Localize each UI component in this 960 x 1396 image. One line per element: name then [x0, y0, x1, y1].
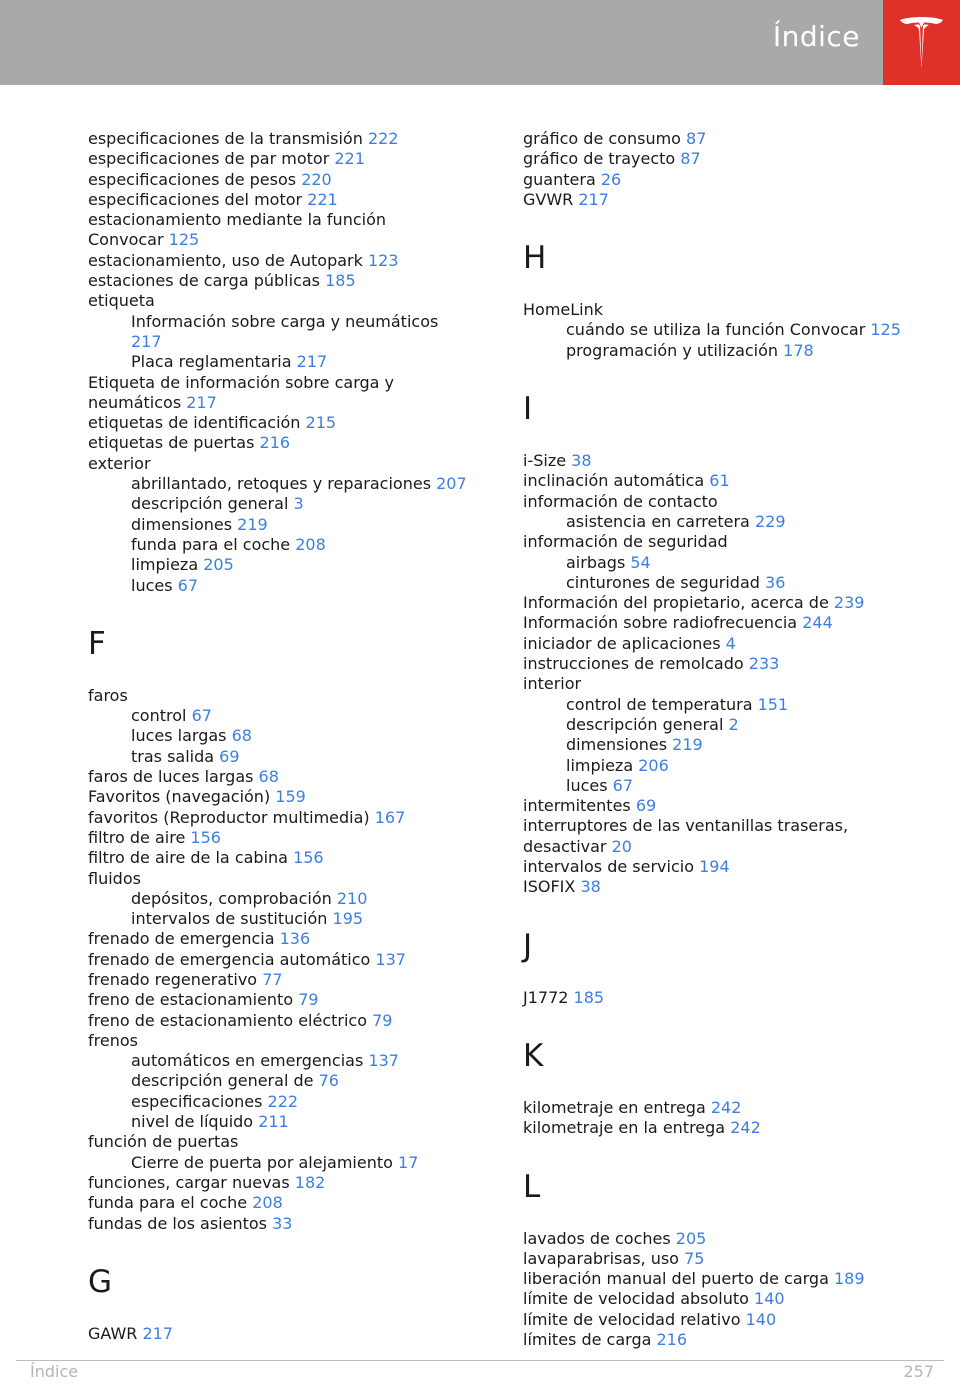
entry-term: inclinación automática [523, 471, 705, 491]
entry-term: neumáticos [88, 392, 182, 412]
index-entry [88, 454, 488, 474]
page-reference-link[interactable]: 216 [656, 1329, 688, 1349]
entry-term: Información sobre radiofrecuencia [523, 613, 798, 633]
page-header [0, 0, 960, 85]
entry-term: exterior [88, 453, 151, 473]
entry-term: fluidos [88, 868, 141, 888]
index-entry [88, 869, 488, 889]
page-reference-link[interactable]: 211 [258, 1112, 289, 1132]
index-subentry [88, 474, 488, 494]
entry-term: funda para el coche [88, 1193, 248, 1213]
entry-term: depósitos, comprobación [131, 888, 332, 908]
entry-term: faros [88, 685, 128, 705]
tesla-logo-icon [898, 16, 945, 68]
entry-term: especificaciones de par motor [88, 149, 330, 169]
page-reference-link[interactable]: 67 [612, 775, 634, 795]
index-subentry [88, 576, 488, 596]
index-entry [88, 970, 488, 990]
page-reference-link[interactable]: 219 [672, 735, 703, 755]
index-entry [88, 190, 488, 210]
index-entry [523, 1098, 923, 1118]
page-reference-link[interactable]: 140 [745, 1309, 777, 1329]
index-entry [523, 1289, 923, 1309]
page-reference-link[interactable]: 239 [833, 593, 865, 613]
index-subentry [523, 735, 923, 755]
page-reference-link[interactable]: 156 [190, 827, 221, 847]
entry-term: función de puertas [88, 1132, 239, 1152]
index-entry [523, 149, 923, 169]
index-entry [523, 170, 923, 190]
index-entry [88, 129, 488, 149]
entry-term: luces largas [131, 726, 227, 746]
entry-term: i-Size [523, 451, 567, 471]
page-reference-link[interactable]: 167 [374, 807, 406, 827]
index-entry [88, 808, 488, 828]
index-entry [88, 1214, 488, 1234]
page-reference-link[interactable]: 68 [258, 767, 279, 787]
index-entry [88, 1011, 488, 1031]
page-reference-link[interactable]: 244 [802, 613, 833, 633]
entry-term: J1772 [523, 987, 569, 1007]
entry-term: iniciador de aplicaciones [523, 633, 721, 653]
index-entry [523, 471, 923, 491]
page-reference-link[interactable]: 68 [231, 726, 252, 746]
entry-term: Cierre de puerta por alejamiento [131, 1152, 393, 1172]
page-reference-link[interactable]: 151 [757, 694, 789, 714]
entry-term: lavados de coches [523, 1228, 671, 1248]
entry-term: tras salida [131, 746, 215, 766]
entry-term: control de temperatura [566, 694, 753, 714]
entry-term: cuándo se utiliza la función Convocar [566, 320, 866, 340]
index-entry [88, 373, 488, 393]
index-subentry [88, 494, 488, 514]
index-entry [523, 796, 923, 816]
index-subentry [523, 776, 923, 796]
entry-term: control [131, 706, 187, 726]
entry-term: faros de luces largas [88, 767, 254, 787]
index-entry [88, 828, 488, 848]
entry-term: especificaciones [131, 1091, 263, 1111]
index-entry [523, 1269, 923, 1289]
entry-term: estacionamiento mediante la función [88, 210, 386, 230]
entry-term: descripción general [566, 714, 724, 734]
entry-term: cinturones de seguridad [566, 572, 760, 592]
index-letter-heading: F [88, 625, 106, 662]
index-subentry [88, 706, 488, 726]
index-subentry [523, 573, 923, 593]
page-reference-link[interactable]: 2 [728, 714, 739, 734]
entry-term: frenado regenerativo [88, 969, 258, 989]
entry-term: frenado de emergencia automático [88, 949, 371, 969]
entry-term: Etiqueta de información sobre carga y [88, 372, 395, 392]
page-reference-link[interactable]: 217 [186, 392, 217, 412]
entry-term: funda para el coche [131, 534, 291, 554]
entry-term: luces [566, 775, 608, 795]
page-reference-link[interactable]: 206 [638, 755, 669, 775]
page-reference-link[interactable]: 220 [301, 169, 332, 189]
footer-page-number: 257 [903, 1362, 934, 1381]
entry-term: interior [523, 674, 582, 694]
page-reference-link[interactable]: 222 [367, 129, 399, 148]
index-entry [523, 1229, 923, 1249]
index-subentry [523, 512, 923, 532]
index-entry [523, 190, 923, 210]
page-reference-link[interactable]: 210 [336, 888, 368, 908]
index-subentry [88, 515, 488, 535]
page-reference-link[interactable]: 136 [279, 929, 311, 949]
index-entry [88, 767, 488, 787]
index-subentry [88, 889, 488, 909]
entry-term: limpieza [131, 555, 199, 575]
index-entry [523, 1249, 923, 1269]
page-reference-link[interactable]: 185 [573, 987, 605, 1007]
page-reference-link[interactable]: 242 [730, 1118, 761, 1138]
entry-term: información de seguridad [523, 532, 728, 552]
index-entry [523, 300, 923, 320]
index-subentry [88, 352, 488, 372]
page-reference-link[interactable]: 67 [191, 706, 212, 726]
index-entry [88, 149, 488, 169]
index-entry [88, 210, 488, 230]
entry-term: limpieza [566, 755, 634, 775]
index-entry [88, 787, 488, 807]
index-entry [523, 988, 923, 1008]
page-reference-link[interactable]: 195 [332, 909, 364, 929]
page-reference-link[interactable]: 125 [168, 230, 200, 250]
index-subentry [88, 1112, 488, 1132]
entry-term: intervalos de servicio [523, 857, 694, 877]
brand-logo [883, 0, 960, 85]
page-reference-link[interactable]: 26 [600, 169, 622, 189]
page-reference-link[interactable]: 33 [272, 1213, 293, 1233]
index-entry [88, 251, 488, 271]
page-reference-link[interactable]: 207 [436, 474, 467, 494]
page-reference-link[interactable]: 219 [237, 514, 268, 534]
page-reference-link[interactable]: 182 [294, 1172, 326, 1192]
page-reference-link[interactable]: 137 [375, 949, 406, 969]
entry-term: abrillantado, retoques y reparaciones [131, 474, 432, 494]
index-entry [88, 413, 488, 433]
index-subentry [88, 555, 488, 575]
entry-term: freno de estacionamiento eléctrico [88, 1010, 368, 1030]
page-reference-link[interactable]: 79 [372, 1010, 393, 1030]
entry-term: desactivar [523, 836, 607, 856]
page-reference-link[interactable]: 38 [580, 877, 601, 897]
entry-term: filtro de aire [88, 827, 186, 847]
entry-term: Información del propietario, acerca de [523, 593, 829, 613]
entry-term: límite de velocidad relativo [523, 1309, 741, 1329]
page-reference-link[interactable]: 215 [305, 413, 337, 433]
entry-term: especificaciones de pesos [88, 169, 297, 189]
entry-term: instrucciones de remolcado [523, 654, 744, 674]
index-subentry [88, 535, 488, 555]
index-entry [88, 848, 488, 868]
entry-term: airbags [566, 552, 626, 572]
entry-term: intervalos de sustitución [131, 909, 328, 929]
entry-term: especificaciones de la transmisión [88, 129, 363, 148]
page-reference-link[interactable]: 217 [131, 331, 162, 351]
page-reference-link[interactable]: 178 [783, 340, 814, 360]
page-reference-link[interactable]: 233 [748, 654, 780, 674]
page-reference-link[interactable]: 76 [318, 1071, 339, 1091]
index-entry [88, 291, 488, 311]
entry-term: luces [131, 575, 173, 595]
page-reference-link[interactable]: 185 [325, 271, 356, 291]
page-reference-link[interactable]: 38 [571, 451, 592, 471]
page-reference-link[interactable]: 79 [298, 990, 319, 1010]
index-letter-heading: G [88, 1263, 113, 1300]
entry-term: límite de velocidad absoluto [523, 1289, 749, 1309]
page-reference-link[interactable]: 217 [296, 352, 328, 372]
index-entry [88, 686, 488, 706]
page-reference-link[interactable]: 221 [307, 189, 338, 209]
entry-term: descripción general de [131, 1071, 314, 1091]
index-entry [88, 230, 488, 250]
index-entry [523, 816, 923, 836]
index-entry [88, 929, 488, 949]
page-reference-link[interactable]: 205 [675, 1228, 707, 1248]
index-entry [523, 837, 923, 857]
entry-term: dimensiones [566, 735, 668, 755]
entry-term: kilometraje en entrega [523, 1097, 706, 1117]
index-entry [523, 857, 923, 877]
page-reference-link[interactable]: 67 [177, 575, 199, 595]
index-subentry [523, 695, 923, 715]
entry-term: estaciones de carga públicas [88, 271, 321, 291]
page-reference-link[interactable]: 87 [680, 149, 701, 169]
index-entry [88, 170, 488, 190]
page-reference-link[interactable]: 140 [754, 1289, 785, 1309]
page-reference-link[interactable]: 69 [635, 796, 657, 816]
page-reference-link[interactable]: 217 [142, 1323, 174, 1343]
page-reference-link[interactable]: 17 [398, 1152, 419, 1172]
index-entry [88, 1173, 488, 1193]
entry-term: descripción general [131, 494, 289, 514]
entry-term: Placa reglamentaria [131, 352, 292, 372]
index-entry [523, 674, 923, 694]
entry-term: freno de estacionamiento [88, 990, 294, 1010]
page-reference-link[interactable]: 221 [334, 149, 365, 169]
index-subentry [523, 320, 923, 340]
entry-term: especificaciones del motor [88, 189, 303, 209]
index-entry [523, 613, 923, 633]
entry-term: funciones, cargar nuevas [88, 1172, 290, 1192]
page-reference-link[interactable]: 77 [262, 969, 283, 989]
index-entry [523, 492, 923, 512]
entry-term: interruptores de las ventanillas traseras, [523, 816, 849, 836]
index-entry [88, 1193, 488, 1213]
entry-term: GAWR [88, 1323, 138, 1343]
page-title: Índice [772, 20, 860, 53]
index-entry [523, 634, 923, 654]
entry-term: frenos [88, 1030, 138, 1050]
index-subentry [88, 332, 488, 352]
page-reference-link[interactable]: 20 [611, 836, 632, 856]
page-reference-link[interactable]: 61 [709, 471, 730, 491]
page-reference-link[interactable]: 69 [219, 746, 240, 766]
index-entry [88, 990, 488, 1010]
index-column-left [88, 129, 488, 1344]
index-subentry [523, 756, 923, 776]
page-reference-link[interactable]: 137 [368, 1051, 399, 1071]
entry-term: Favoritos (navegación) [88, 787, 271, 807]
entry-term: etiquetas de puertas [88, 433, 255, 453]
index-subentry [523, 715, 923, 735]
footer-divider [16, 1360, 944, 1361]
index-entry [523, 129, 923, 149]
entry-term: estacionamiento, uso de Autopark [88, 250, 363, 270]
index-letter-heading: I [523, 391, 533, 428]
index-entry [88, 271, 488, 291]
index-column-right [523, 129, 923, 1350]
index-entry [523, 532, 923, 552]
footer-section-name: Índice [30, 1362, 79, 1381]
entry-term: gráfico de trayecto [523, 149, 676, 169]
entry-term: etiqueta [88, 291, 155, 311]
entry-term: liberación manual del puerto de carga [523, 1269, 829, 1289]
index-letter-heading: K [523, 1037, 544, 1074]
page-reference-link[interactable]: 205 [203, 555, 234, 575]
index-entry [523, 593, 923, 613]
entry-term: automáticos en emergencias [131, 1051, 364, 1071]
entry-term: límites de carga [523, 1329, 652, 1349]
page-reference-link[interactable]: 75 [684, 1248, 705, 1268]
page-reference-link[interactable]: 242 [710, 1097, 742, 1117]
entry-term: Convocar [88, 230, 164, 250]
index-entry [88, 1324, 488, 1344]
page-reference-link[interactable]: 194 [699, 857, 730, 877]
index-entry [88, 1031, 488, 1051]
page-reference-link[interactable]: 208 [252, 1193, 283, 1213]
index-subentry [523, 553, 923, 573]
page-reference-link[interactable]: 123 [367, 250, 399, 270]
page-reference-link[interactable]: 208 [295, 534, 326, 554]
index-entry [523, 654, 923, 674]
index-letter-heading: H [523, 240, 547, 277]
index-subentry [88, 1051, 488, 1071]
entry-term: filtro de aire de la cabina [88, 848, 288, 868]
entry-term: HomeLink [523, 300, 604, 320]
index-entry [88, 393, 488, 413]
entry-term: favoritos (Reproductor multimedia) [88, 807, 370, 827]
entry-term: información de contacto [523, 491, 718, 511]
page-reference-link[interactable]: 3 [293, 494, 304, 514]
index-subentry [88, 1071, 488, 1091]
index-subentry [88, 312, 488, 332]
index-subentry [523, 341, 923, 361]
index-subentry [88, 1092, 488, 1112]
entry-term: programación y utilización [566, 340, 779, 360]
index-entry [523, 1310, 923, 1330]
entry-term: GVWR [523, 189, 574, 209]
entry-term: gráfico de consumo [523, 129, 681, 148]
page-reference-link[interactable]: 87 [686, 129, 707, 148]
page-reference-link[interactable]: 159 [275, 787, 306, 807]
index-subentry [88, 1153, 488, 1173]
entry-term: kilometraje en la entrega [523, 1118, 726, 1138]
index-letter-heading: J [523, 927, 533, 964]
index-entry [523, 1330, 923, 1350]
entry-term: etiquetas de identificación [88, 413, 301, 433]
page-reference-link[interactable]: 125 [870, 320, 901, 340]
entry-term: dimensiones [131, 514, 233, 534]
page-reference-link[interactable]: 4 [725, 633, 736, 653]
index-letter-heading: L [523, 1168, 541, 1205]
entry-term: frenado de emergencia [88, 929, 275, 949]
entry-term: lavaparabrisas, uso [523, 1248, 679, 1268]
page-reference-link[interactable]: 36 [765, 572, 786, 592]
entry-term: fundas de los asientos [88, 1213, 268, 1233]
entry-term: asistencia en carretera [566, 511, 750, 531]
index-entry [88, 950, 488, 970]
page-reference-link[interactable]: 229 [754, 511, 786, 531]
page-reference-link[interactable]: 216 [259, 433, 291, 453]
page-reference-link[interactable]: 156 [293, 848, 324, 868]
index-entry [88, 433, 488, 453]
index-subentry [88, 726, 488, 746]
page-reference-link[interactable]: 189 [833, 1269, 865, 1289]
index-entry [88, 1132, 488, 1152]
entry-term: nivel de líquido [131, 1112, 254, 1132]
index-entry [523, 1118, 923, 1138]
page-reference-link[interactable]: 217 [578, 189, 609, 209]
entry-term: intermitentes [523, 796, 631, 816]
index-entry [523, 451, 923, 471]
page-reference-link[interactable]: 222 [267, 1091, 299, 1111]
entry-term: guantera [523, 169, 596, 189]
index-subentry [88, 909, 488, 929]
index-entry [523, 877, 923, 897]
page-reference-link[interactable]: 54 [630, 552, 651, 572]
entry-term: Información sobre carga y neumáticos [131, 311, 439, 331]
index-subentry [88, 747, 488, 767]
entry-term: ISOFIX [523, 877, 576, 897]
